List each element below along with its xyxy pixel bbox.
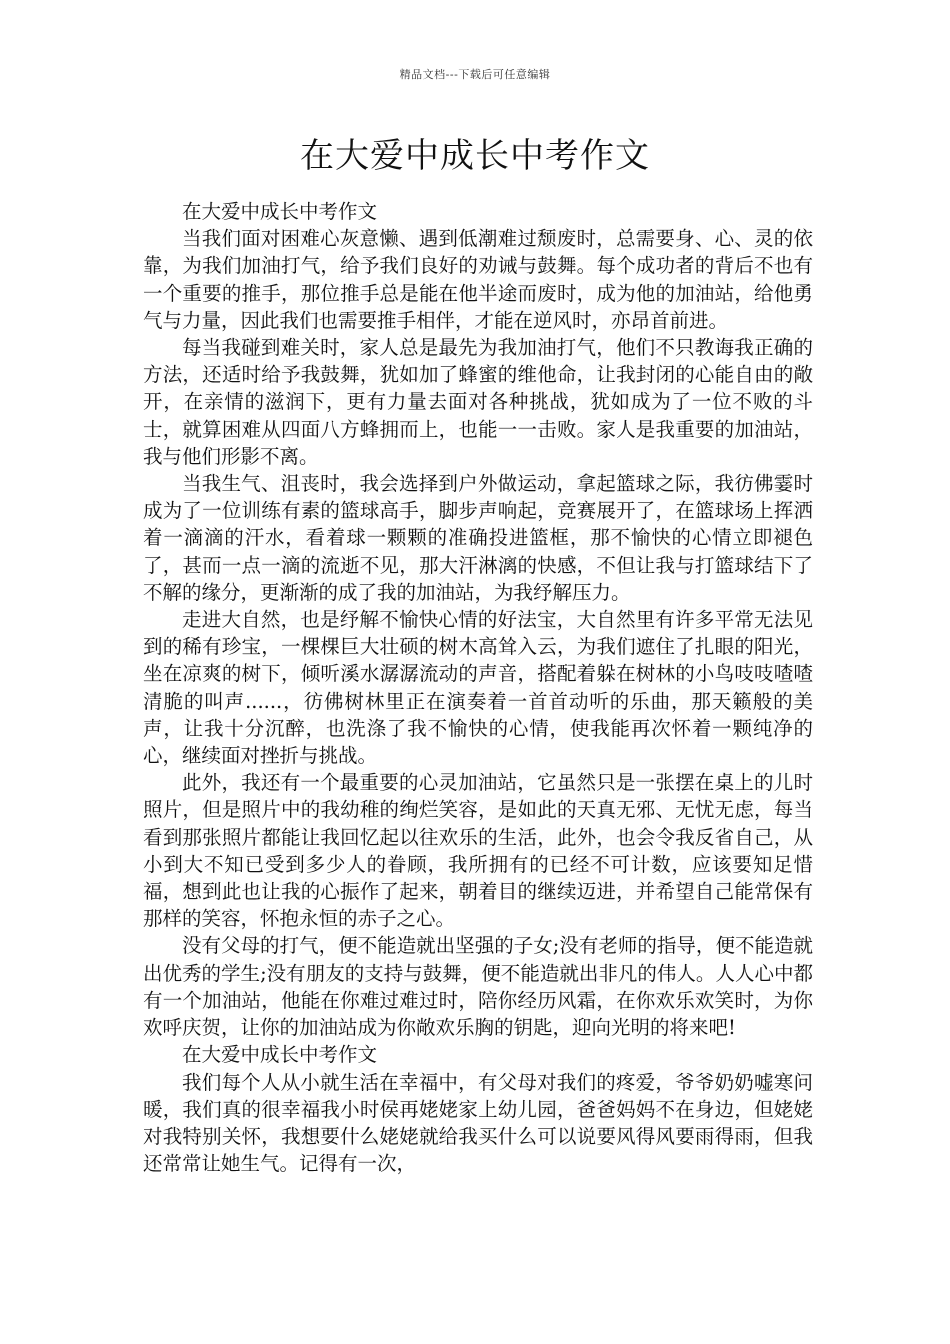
paragraph: 此外，我还有一个最重要的心灵加油站，它虽然只是一张摆在桌上的儿时照片，但是照片中的我幼稚的绚烂笑容，是如此的天真无邪、无忧无虑，每当看到那张照片都能让我回忆起以往欢乐的生活，此外，也会令我反省自己，从小到大不知已受到多少人的眷顾，我所拥有的已经不可计数，应该要知足惜福，想到此也让我的心振作了起来，朝着目的继续迈进，并希望自己能常保有那样的笑容，怀抱永恒的赤子之心。 [143,771,813,931]
paragraph-subtitle: 在大爱中成长中考作文 [182,1043,378,1067]
paragraph: 当我生气、沮丧时，我会选择到户外做运动，拿起篮球之际，我彷佛霎时成为了一位训练有素的篮球高手，脚步声响起，竞赛展开了，在篮球场上挥洒着一滴滴的汗水，看着球一颗颗的准确投进篮框，那不愉快的心情立即褪色了，甚而一点一滴的流逝不见，那大汗淋漓的快感，不但让我与打篮球结下了不解的缘分，更渐渐的成了我的加油站，为我纾解压力。 [143,472,813,604]
paragraph: 没有父母的打气，便不能造就出坚强的子女;没有老师的指导，便不能造就出优秀的学生;没有朋友的支持与鼓舞，便不能造就出非凡的伟人。人人心中都有一个加油站，他能在你难过难过时，陪你经历风霜，在你欢乐欢笑时，为你欢呼庆贺，让你的加油站成为你敞欢乐胸的钥匙，迎向光明的将来吧! [143,934,813,1040]
document-body [143,198,813,1177]
paragraph: 走进大自然，也是纾解不愉快心情的好法宝，大自然里有许多平常无法见到的稀有珍宝，一棵棵巨大壮硕的树木高耸入云，为我们遮住了扎眼的阳光，坐在凉爽的树下，倾听溪水潺潺流动的声音，搭配着躲在树林的小鸟吱吱喳喳清脆的叫声......，彷佛树林里正在演奏着一首首动听的乐曲，那天籁般的美声，让我十分沉醉，也洗涤了我不愉快的心情，使我能再次怀着一颗纯净的心，继续面对挫折与挑战。 [143,608,813,768]
document-title: 在大爱中成长中考作文 [300,136,650,176]
paragraph: 我们每个人从小就生活在幸福中，有父母对我们的疼爱，爷爷奶奶嘘寒问暖，我们真的很幸福我小时侯再姥姥家上幼儿园，爸爸妈妈不在身边，但姥姥对我特别关怀，我想要什么姥姥就给我买什么可以说要风得风要雨得雨，但我还常常让她生气。记得有一次， [143,1070,813,1176]
header-note: 精品文档---下载后可任意编辑 [399,68,551,81]
paragraph: 当我们面对困难心灰意懒、遇到低潮难过颓废时，总需要身、心、灵的依靠，为我们加油打气，给予我们良好的劝诫与鼓舞。每个成功者的背后不也有一个重要的推手，那位推手总是能在他半途而废时，成为他的加油站，给他勇气与力量，因此我们也需要推手相伴，才能在逆风时，亦昂首前进。 [143,227,813,332]
paragraph: 每当我碰到难关时，家人总是最先为我加油打气，他们不只教诲我正确的方法，还适时给予我鼓舞，犹如加了蜂蜜的维他命，让我封闭的心能自由的敞开，在亲情的滋润下，更有力量去面对各种挑战，犹如成为了一位不败的斗士，就算困难从四面八方蜂拥而上，也能一一击败。家人是我重要的加油站，我与他们形影不离。 [143,336,813,468]
paragraph-subtitle: 在大爱中成长中考作文 [182,200,378,223]
